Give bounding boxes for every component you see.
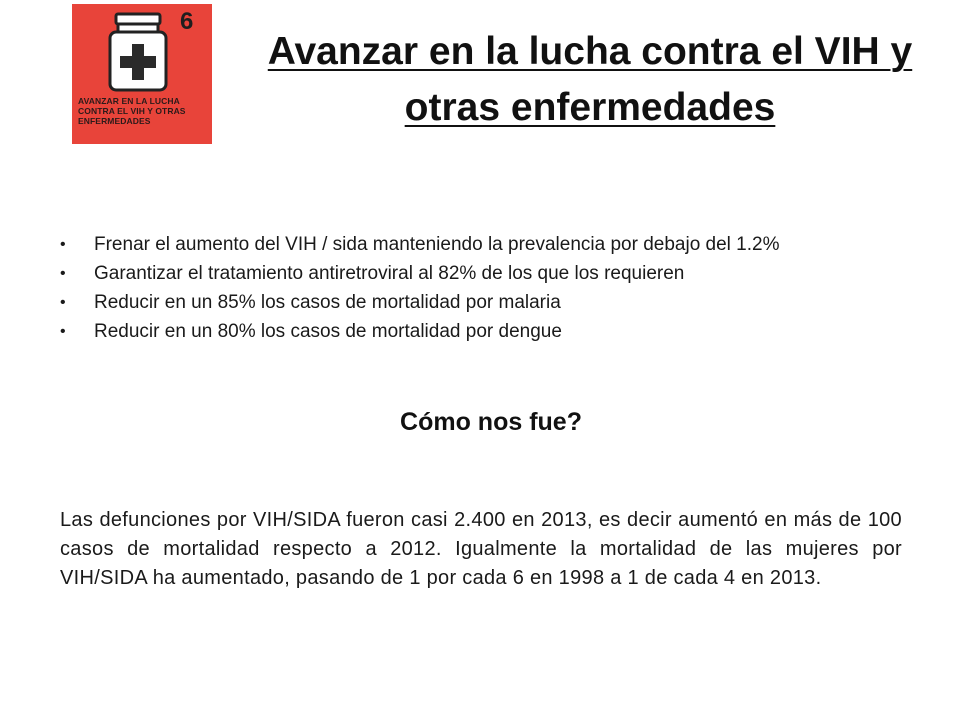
list-item — [58, 288, 928, 317]
list-item-text: Reducir en un 80% los casos de mortalidad por dengue — [94, 321, 562, 342]
bullet-icon: • — [60, 265, 66, 282]
section-heading: Cómo nos fue? — [400, 408, 582, 436]
bullet-icon: • — [60, 236, 66, 253]
goal-6-logo — [72, 4, 212, 144]
bullet-icon: • — [60, 294, 66, 311]
bullet-icon: • — [60, 323, 66, 340]
list-item — [58, 317, 928, 346]
list-item-text: Frenar el aumento del VIH / sida manteniendo la prevalencia por debajo del 1.2% — [94, 234, 780, 255]
list-item-text: Garantizar el tratamiento antiretroviral al 82% de los que los requieren — [94, 263, 685, 284]
list-item-text: Reducir en un 85% los casos de mortalidad por malaria — [94, 292, 561, 313]
goal-number: 6 — [180, 8, 194, 35]
logo-caption: AVANZAR EN LA LUCHA CONTRA EL VIH Y OTRAS ENFERMEDADES — [78, 96, 186, 126]
page-title: Avanzar en la lucha contra el VIH y otras enfermedades — [267, 30, 913, 129]
results-paragraph: Las defunciones por VIH/SIDA fueron casi 2.400 en 2013, es decir aumentó en más de 100 casos de mortalidad respecto a 2012. Igualmente la mortalidad de las mujeres por VIH/SIDA ha aumentado, pasando de 1 por cada 6 en 1998 a 1 de cada 4 en 2013. — [60, 509, 902, 589]
list-item — [58, 259, 928, 288]
list-item — [58, 230, 928, 259]
goals-list — [58, 230, 928, 346]
